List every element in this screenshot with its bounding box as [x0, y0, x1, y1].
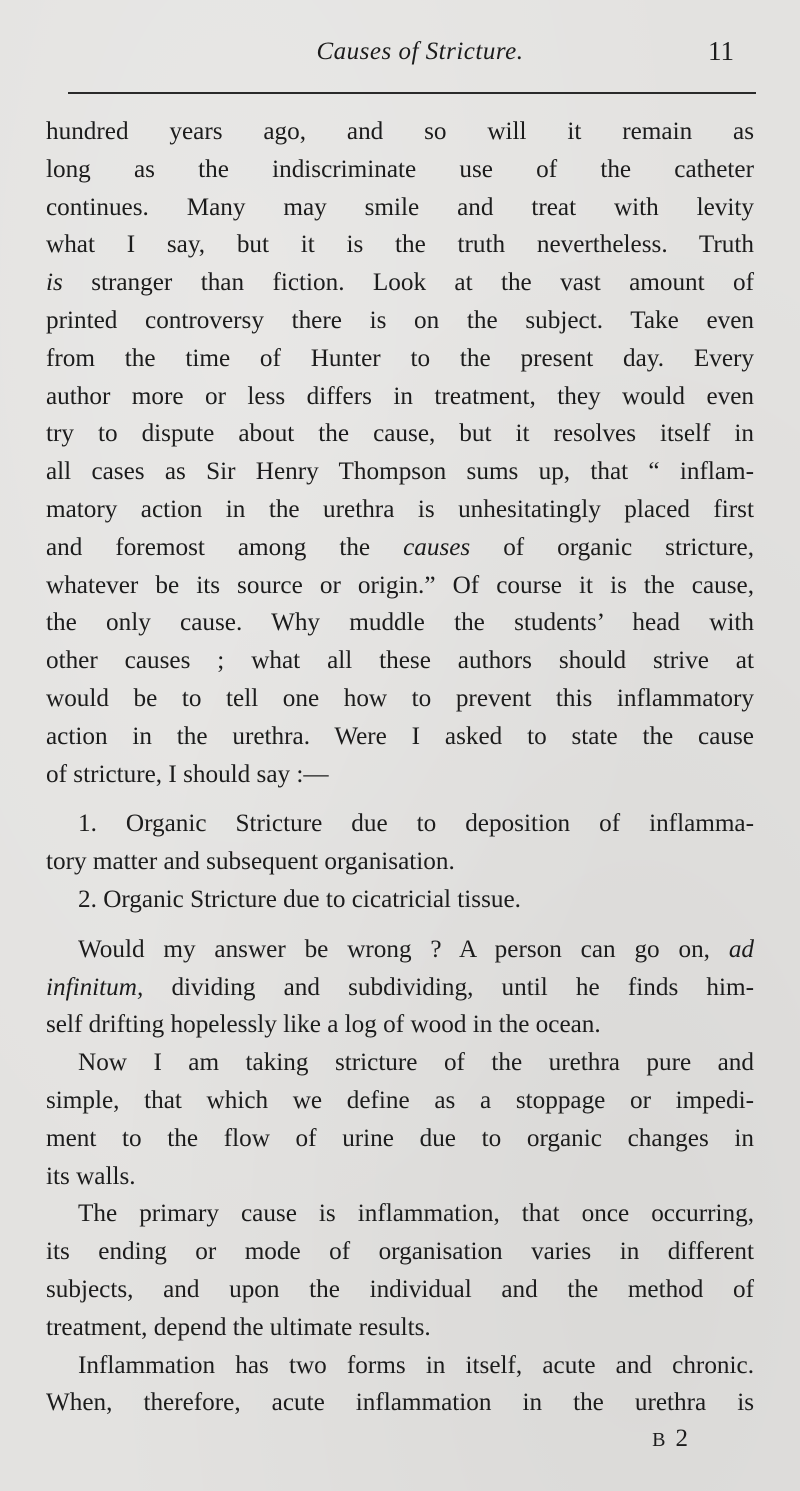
text-line: hundred years ago, and so will it remain as [46, 118, 754, 145]
text-line: self drifting hopelessly like a log of wood in the ocean. [46, 1011, 601, 1039]
text-line: simple, that which we define as a stoppage or impedi- [46, 1086, 754, 1114]
text-line: would be to tell one how to prevent this inflammatory [46, 684, 754, 712]
line-remainder: dividing and subdividing, until he finds him- [143, 973, 754, 1001]
text-line: from the time of Hunter to the present day. Every [46, 344, 754, 372]
text-line: its ending or mode of organisation varies in different [46, 1238, 754, 1266]
paragraph-5 [46, 1347, 754, 1423]
text-line: The primary cause is inflammation, that once occurring, [78, 1200, 754, 1228]
line-start: and foremost among the [46, 533, 404, 561]
paragraph-3 [46, 1044, 754, 1195]
body-text [46, 113, 754, 1422]
running-head [46, 34, 754, 88]
line-remainder: of organic stricture, [470, 533, 754, 561]
text-line: Inflammation has two forms in itself, acute and chronic. [78, 1351, 754, 1379]
text-line [46, 529, 754, 567]
text-line: what I say, but it is the truth nevertheless. Truth [46, 231, 754, 259]
text-line: its walls. [46, 1162, 136, 1190]
text-line: whatever be its source or origin.” Of course it is the cause, [46, 571, 754, 599]
italic-word: is [46, 269, 63, 297]
text-line [46, 264, 754, 302]
italic-word: ad [728, 935, 754, 963]
text-line: continues. Many may smile and treat with levity [46, 193, 754, 221]
text-line: long as the indiscriminate use of the catheter [46, 155, 754, 183]
text-line: all cases as Sir Henry Thompson sums up, that “ inflam- [46, 458, 754, 486]
text-line [46, 969, 754, 1007]
text-line: other causes ; what all these authors should strive at [46, 647, 754, 675]
text-line: subjects, and upon the individual and the method of [46, 1275, 754, 1303]
text-line: When, therefore, acute inflammation in the urethra is [46, 1389, 754, 1417]
header-rule [68, 92, 756, 94]
signature-mark [652, 1425, 690, 1453]
list-item-2: 2. Organic Stricture due to cicatricial tissue. [78, 885, 521, 913]
text-line: try to dispute about the cause, but it resolves itself in [46, 420, 754, 448]
text-line: action in the urethra. Were I asked to state the cause [46, 722, 754, 750]
text-line: of stricture, I should say :— [46, 760, 329, 788]
line-remainder: stranger than fiction. Look at the vast amount of [62, 269, 754, 297]
paragraph-4 [46, 1195, 754, 1346]
page-number: 11 [708, 36, 734, 66]
text-line: treatment, depend the ultimate results. [46, 1313, 431, 1341]
text-line [46, 931, 754, 969]
text-line: Now I am taking stricture of the urethra pure and [78, 1049, 754, 1077]
text-line: the only cause. Why muddle the students’ head with [46, 609, 754, 637]
text-line: author more or less differs in treatment, they would even [46, 382, 754, 410]
list-item-1: 1. Organic Stricture due to deposition of inflamma- [78, 810, 754, 838]
text-line: matory action in the urethra is unhesitatingly placed first [46, 495, 754, 523]
running-title: Causes of Stricture. [316, 38, 524, 65]
signature-letter: B [652, 1429, 668, 1451]
italic-word: infinitum, [46, 973, 144, 1001]
list-item-1-continuation: tory matter and subsequent organisation. [46, 848, 455, 876]
paragraph-1 [46, 113, 754, 793]
signature-number: 2 [675, 1425, 690, 1452]
line-start: Would my answer be wrong ? A person can go on, [78, 935, 729, 963]
numbered-list [46, 805, 754, 918]
paragraph-2 [46, 931, 754, 1044]
text-line: ment to the flow of urine due to organic changes in [46, 1124, 754, 1152]
text-line: printed controversy there is on the subject. Take even [46, 306, 754, 334]
italic-word: causes [403, 533, 471, 561]
